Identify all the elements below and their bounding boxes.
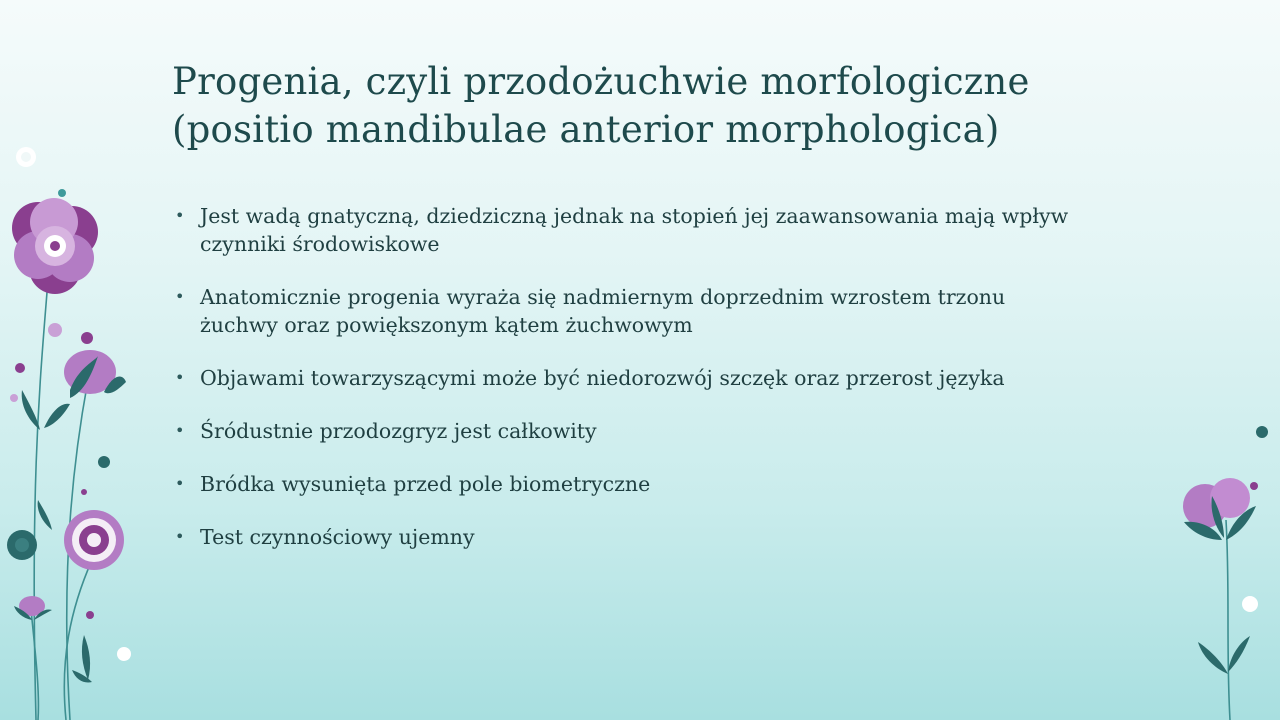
leaf-icon [1198, 636, 1250, 674]
snowflake-icon [7, 530, 37, 560]
slide-title-line-2: (positio mandibulae anterior morphologica) [172, 108, 1000, 151]
flower-icon [12, 198, 98, 294]
bullet-item: • Jest wadą gnatyczną, dziedziczną jednak na stopień jej zaawansowania mają wpływ czynniki środowiskowe [175, 202, 1080, 258]
flower-icon [81, 332, 93, 344]
snowflake-icon [16, 147, 36, 167]
snowflake-icon [1242, 596, 1258, 612]
dot-icon [15, 363, 25, 373]
dot-icon [86, 611, 94, 619]
flower-icon [64, 510, 124, 570]
dot-icon [81, 489, 87, 495]
bullet-item: • Anatomicznie progenia wyraża się nadmiernym doprzednim wzrostem trzonu żuchwy oraz powiększonym kątem żuchwowym [175, 283, 1080, 339]
bullet-item: • Objawami towarzyszącymi może być niedorozwój szczęk oraz przerost języka [175, 364, 1080, 392]
bullet-item: • Test czynnościowy ujemny [175, 523, 1080, 551]
slide-title [172, 58, 1232, 154]
snowflake-icon [117, 647, 131, 661]
bullet-item: • Bródka wysunięta przed pole biometryczne [175, 470, 1080, 498]
dot-icon [10, 394, 18, 402]
dot-icon [48, 323, 62, 337]
flower-icon [14, 596, 52, 620]
bullet-item: • Śródustnie przodozgryz jest całkowity [175, 417, 1080, 445]
snowflake-icon [1256, 426, 1268, 438]
slide-title-line-1: Progenia, czyli przodożuchwie morfologiczne [172, 60, 1030, 103]
flower-icon [64, 350, 126, 398]
bullet-list [175, 202, 1080, 576]
flower-icon [1183, 478, 1256, 540]
dot-icon [58, 189, 66, 197]
snowflake-icon [98, 456, 110, 468]
dot-icon [1250, 482, 1258, 490]
